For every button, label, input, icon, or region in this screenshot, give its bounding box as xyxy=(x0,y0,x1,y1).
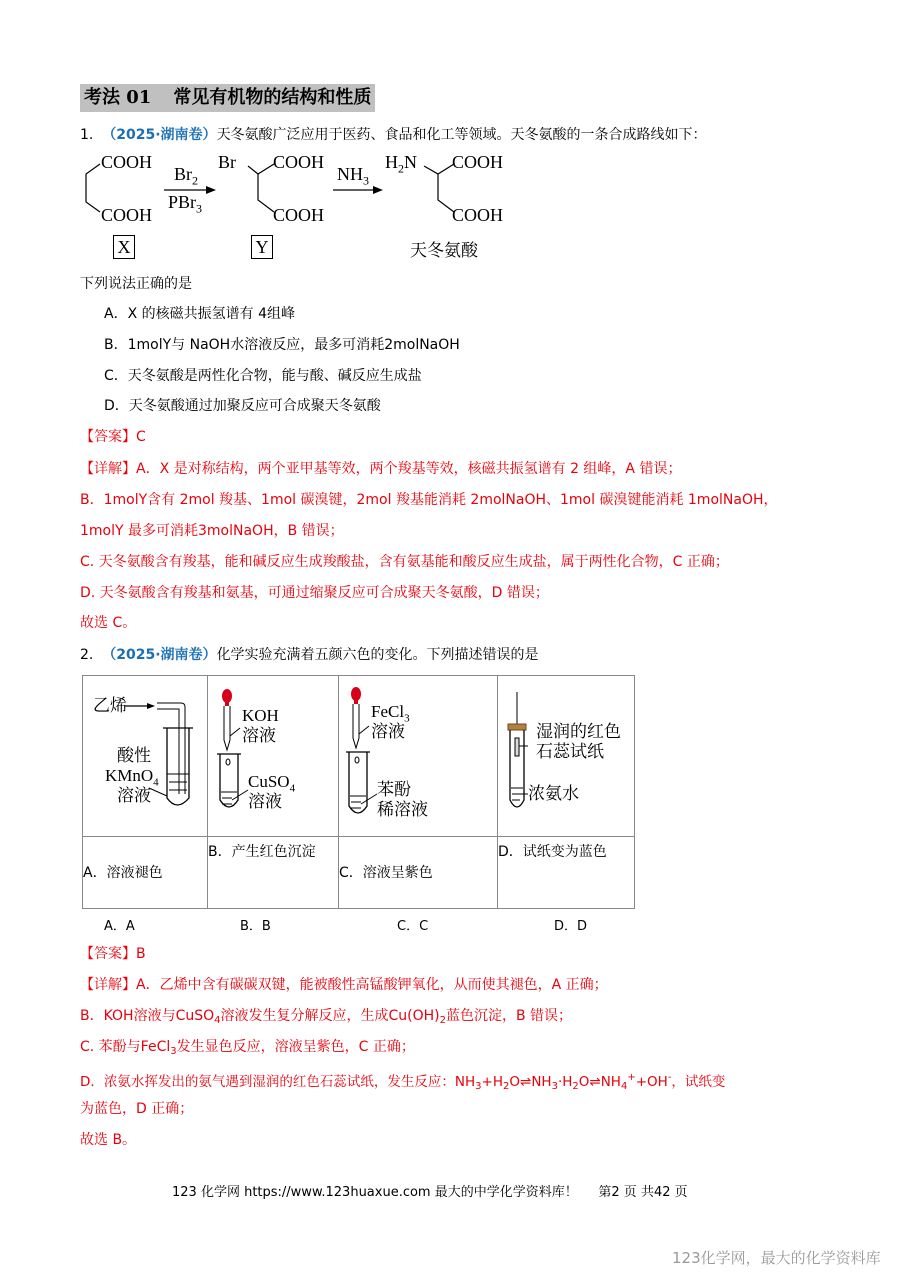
detail-1-c: C. 天冬氨酸含有羧基，能和碱反应生成羧酸盐，含有氨基能和酸反应生成盐，属于两性化合物，C 正确； xyxy=(80,554,729,570)
caption-b: B．产生红色沉淀 xyxy=(208,837,339,909)
caption-a: A．溶液褪色 xyxy=(83,837,208,909)
reagent-c-bot2: 稀溶液 xyxy=(377,800,428,819)
answer-value: C xyxy=(136,429,146,445)
product-name: 天冬氨酸 xyxy=(410,241,478,261)
option-a[interactable]: A．X 的核磁共振氢谱有 4组峰 xyxy=(104,306,295,322)
reagent-c-top2: 溶液 xyxy=(371,722,405,741)
question-number: 1. xyxy=(80,127,94,143)
answer-1 xyxy=(80,427,146,447)
section-title: 常见有机物的结构和性质 xyxy=(173,87,372,108)
option-b[interactable]: B．1molY与 NaOH水溶液反应，最多可消耗2molNaOH xyxy=(104,337,460,353)
reagent-d-top1: 湿润的红色 xyxy=(536,722,621,741)
page-number: 第2 页 共42 页 xyxy=(598,1185,688,1200)
detail-1-b-cont: 1molY 最多可消耗3molNaOH，B 错误； xyxy=(80,523,344,539)
x-label: X xyxy=(113,235,135,259)
option-d[interactable]: D．天冬氨酸通过加聚反应可合成聚天冬氨酸 xyxy=(104,398,381,414)
gas-label: 乙烯 xyxy=(93,696,127,715)
detail-label: 【详解】 xyxy=(80,977,136,993)
detail-2-a: 【详解】A．乙烯中含有碳碳双键，能被酸性高锰酸钾氧化，从而使其褪色，A 正确； xyxy=(80,977,608,993)
footer-site: 123 化学网 https://www.123huaxue.com 最大的中学化学资料库！ xyxy=(172,1185,578,1200)
question-1-stem xyxy=(80,125,707,145)
reagent-d-bot1: 浓氨水 xyxy=(528,784,579,803)
product-amine: $H_2N$ xyxy=(385,152,417,176)
reagent-c-bot1: 苯酚 xyxy=(377,780,411,799)
answer-2 xyxy=(80,944,146,964)
caption-c: C．溶液呈紫色 xyxy=(339,837,498,909)
caption-d: D．试纸变为蓝色 xyxy=(498,837,635,909)
page-footer xyxy=(172,1181,688,1200)
detail-1-d: D. 天冬氨酸含有羧基和氨基，可通过缩聚反应可合成聚天冬氨酸，D 错误； xyxy=(80,585,549,601)
choice-d[interactable]: D．D xyxy=(554,919,588,934)
question-1-prompt: 下列说法正确的是 xyxy=(80,276,192,292)
choice-a[interactable]: A．A xyxy=(104,919,135,934)
detail-1-a: 【详解】A．X 是对称结构，两个亚甲基等效，两个羧基等效，核磁共振氢谱有 2 组峰，A 错误； xyxy=(80,461,682,477)
reagent-c-top1: FeCl$_3$ xyxy=(371,702,410,725)
product-cooh-bottom: COOH xyxy=(452,205,504,225)
y-label: Y xyxy=(251,235,273,259)
reagent-b-bot1: CuSO$_4$ xyxy=(248,772,296,795)
reagent-a-line1: 酸性 xyxy=(117,746,151,765)
product-cooh-top: COOH xyxy=(452,152,504,172)
arrow2-reagent: $NH_3$ xyxy=(337,164,369,188)
question-source: （2025·湖南卷） xyxy=(102,127,217,143)
reagent-a-line2: KMnO$_4$ xyxy=(105,766,159,789)
question-text: 化学实验充满着五颜六色的变化。下列描述错误的是 xyxy=(216,647,539,663)
detail-2-c: C. 苯酚与FeCl$_3$发生显色反应，溶液呈紫色，C 正确； xyxy=(80,1039,415,1057)
reagent-a-line3: 溶液 xyxy=(117,786,151,805)
x-cooh-top: COOH xyxy=(101,152,153,172)
question-text: 天冬氨酸广泛应用于医药、食品和化工等领域。天冬氨酸的一条合成路线如下： xyxy=(216,127,707,143)
dropper-tube-icon xyxy=(208,676,338,836)
y-cooh-top: COOH xyxy=(273,152,325,172)
watermark: 123化学网，最大的化学资料库 xyxy=(672,1249,881,1267)
reagent-b-top2: 溶液 xyxy=(242,726,276,745)
experiment-d-figure xyxy=(498,676,635,837)
choice-c[interactable]: C．C xyxy=(397,919,429,934)
question-2-stem xyxy=(80,645,539,665)
detail-2-d-cont: 为蓝色，D 正确； xyxy=(80,1101,194,1117)
x-cooh-bottom: COOH xyxy=(101,205,153,225)
answer-label: 【答案】 xyxy=(80,429,136,445)
arrow1-reagent: $Br_2$ xyxy=(174,164,198,188)
reagent-d-top2: 石蕊试纸 xyxy=(536,742,604,761)
answer-value: B xyxy=(136,946,146,962)
detail-label: 【详解】 xyxy=(80,461,136,477)
y-cooh-bottom: COOH xyxy=(273,205,325,225)
question-source: （2025·湖南卷） xyxy=(102,647,217,663)
y-br: Br xyxy=(218,152,236,172)
detail-2-d: D．浓氨水挥发出的氨气遇到湿润的红色石蕊试纸，发生反应：$NH_3+H_2O\rightleftharpoons NH_3\cdot H_2O\rightleftharpoons NH_4^++OH^-$，试纸变 xyxy=(80,1072,726,1092)
experiment-c-figure xyxy=(339,676,498,837)
reagent-b-top1: KOH xyxy=(242,706,279,725)
conclusion-2: 故选 B。 xyxy=(80,1132,137,1148)
section-header xyxy=(80,84,375,112)
experiment-b-figure xyxy=(208,676,339,837)
option-c[interactable]: C．天冬氨酸是两性化合物，能与酸、碱反应生成盐 xyxy=(104,368,422,384)
answer-label: 【答案】 xyxy=(80,946,136,962)
question-number: 2. xyxy=(80,647,94,663)
arrow1-catalyst: PBr$_3$ xyxy=(168,192,203,216)
choice-b[interactable]: B．B xyxy=(240,919,271,934)
experiment-table xyxy=(82,675,635,909)
experiment-a-figure xyxy=(83,676,208,837)
conclusion-1: 故选 C。 xyxy=(80,615,137,631)
section-code: 考法 01 xyxy=(84,87,152,108)
detail-2-b: B．KOH溶液与CuSO$_4$溶液发生复分解反应，生成$Cu(OH)_2$蓝色沉淀，B 错误； xyxy=(80,1008,573,1026)
detail-1-b: B．1molY含有 2mol 羧基、1mol 碳溴键，2mol 羧基能消耗 2molNaOH、1mol 碳溴键能消耗 1molNaOH， xyxy=(80,492,778,508)
reagent-b-bot2: 溶液 xyxy=(248,792,282,811)
